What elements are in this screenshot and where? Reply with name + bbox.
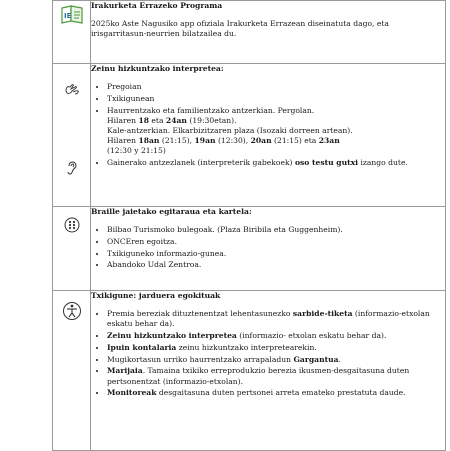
row-braille (53, 207, 446, 291)
icon-cell (53, 207, 91, 291)
row-easy-reading (53, 1, 446, 64)
section-title: Txikigune: jarduera egokituak (91, 291, 221, 300)
row-sign-language (53, 64, 446, 207)
bullet-list (91, 309, 445, 398)
list-item: • Premia bereziak dituztenentzat lehentasunezko sarbide-tiketa (informazio-etxolan eskatu behar da). (107, 309, 445, 329)
list-item: • Marijaia. Tamaina txikiko erreprodukzio berezia ikusmen-desgaitasuna duten pertsonentzat (informazio-etxolan). (107, 366, 445, 386)
section-title: Zeinu hizkuntzako interpretea: (91, 64, 224, 73)
accessibility-person-icon (62, 301, 82, 324)
list-item: • Monitoreak desgaitasuna duten pertsonei arreta emateko prestatuta daude. (107, 388, 445, 398)
theatre-dates: Hilaren 18 eta 24an (19:30etan). (107, 115, 237, 125)
section-title: Braille jaietako egitaraua eta kartela: (91, 207, 252, 216)
street-theatre-dates: Hilaren 18an (21:15), 19an (12:30), 20an (21:15) eta 23an (107, 136, 340, 146)
braille-text (91, 207, 446, 291)
braille-icon (64, 217, 80, 236)
list-item: • Mugikortasun urriko haurrentzako arrapaladun Gargantua. (107, 355, 445, 365)
list-item: • Bilbao Turismoko bulegoak. (Plaza Biribila eta Guggenheim). (107, 225, 445, 235)
bullet-list (91, 82, 445, 168)
txikigune-text (91, 291, 446, 451)
book-ie-icon (60, 3, 84, 28)
list-item: • Gainerako antzezlanek (interpreterik gabekoek) oso testu gutxi izango dute. (107, 158, 445, 168)
theatre-line: • Haurrentzako eta familientzako antzerkian. Pergolan. (107, 105, 315, 115)
list-item (107, 106, 445, 157)
sign-language-text (91, 64, 446, 207)
list-item: • Abandoko Udal Zentroa. (107, 260, 445, 270)
accessibility-info-table (52, 0, 446, 451)
bullet-list (91, 225, 445, 270)
row-txikigune (53, 291, 446, 451)
svg-text:IE: IE (63, 12, 71, 20)
section-paragraph: 2025ko Aste Nagusiko app ofiziala Irakurketa Errazean diseinatuta dago, eta irisgarritasun-neurrien bilatzailea du. (91, 19, 389, 39)
list-item: • Txikigunean (107, 94, 445, 104)
sign-language-hands-icon (64, 82, 80, 99)
list-item: • Txikiguneko informazio-gunea. (107, 249, 445, 259)
street-theatre-times: (12:30 y 21:15) (107, 146, 166, 156)
icon-cell (53, 1, 91, 64)
icon-cell (53, 291, 91, 451)
list-item: • Pregoian (107, 82, 445, 92)
list-item: • ONCEren egoitza. (107, 237, 445, 247)
icon-cell (53, 64, 91, 207)
section-title: Irakurketa Errazeko Programa (91, 1, 223, 10)
ear-icon (67, 161, 77, 178)
easy-reading-text (91, 1, 446, 64)
list-item: • Zeinu hizkuntzako interpretea (informazio- etxolan eskatu behar da). (107, 331, 445, 341)
street-theatre-line: Kale-antzerkian. Elkarbizitzaren plaza (Isozaki dorreen artean). (107, 126, 353, 136)
list-item: • Ipuin kontalaria zeinu hizkuntzako interpretearekin. (107, 343, 445, 353)
